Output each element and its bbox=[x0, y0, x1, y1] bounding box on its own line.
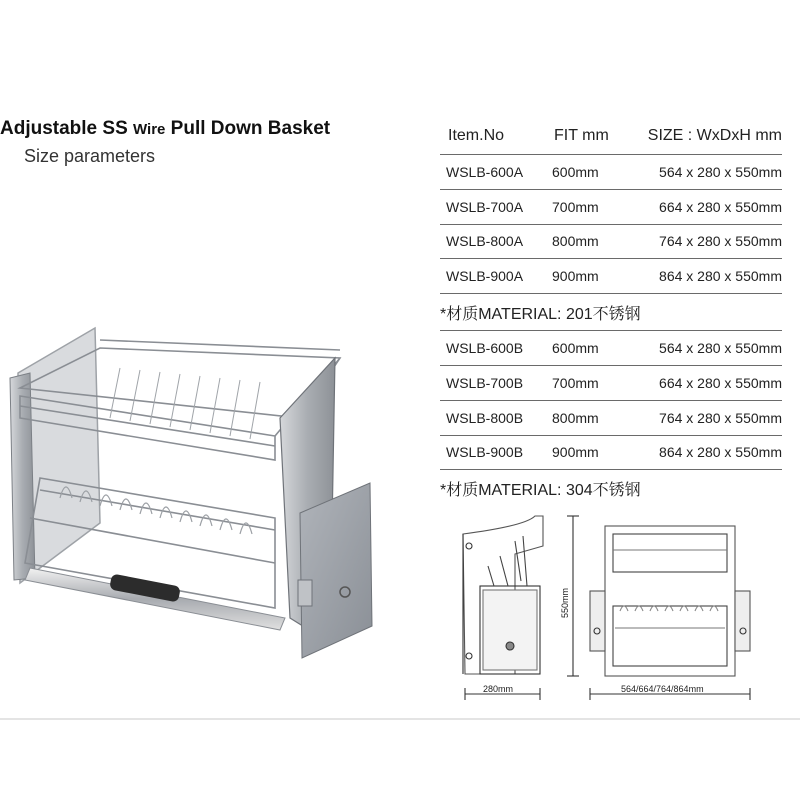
item-number: WSLB-800B bbox=[446, 409, 524, 426]
depth-dimension-label: 280mm bbox=[483, 684, 514, 694]
size-value: 664 x 280 x 550mm bbox=[659, 374, 782, 391]
table-header bbox=[440, 124, 782, 148]
table-row bbox=[440, 154, 782, 189]
fit-value: 600mm bbox=[552, 340, 599, 357]
item-number: WSLB-600A bbox=[446, 163, 524, 180]
fit-value: 600mm bbox=[552, 163, 599, 180]
spec-table bbox=[440, 124, 782, 506]
table-row bbox=[440, 189, 782, 224]
fit-value: 800mm bbox=[552, 233, 599, 250]
page-subtitle: Size parameters bbox=[24, 146, 156, 166]
size-value: 564 x 280 x 550mm bbox=[659, 340, 782, 357]
item-number: WSLB-600B bbox=[446, 340, 524, 357]
size-value: 864 x 280 x 550mm bbox=[659, 268, 782, 285]
material-note-a: *材质MATERIAL: 201不锈钢 bbox=[440, 293, 782, 330]
item-number: WSLB-700A bbox=[446, 198, 524, 215]
item-number: WSLB-900A bbox=[446, 268, 524, 285]
floor-line bbox=[0, 718, 800, 720]
fit-value: 900mm bbox=[552, 444, 599, 461]
item-number: WSLB-900B bbox=[446, 444, 524, 461]
width-dimension-label: 564/664/764/864mm bbox=[621, 684, 704, 694]
fit-value: 800mm bbox=[552, 409, 599, 426]
size-value: 764 x 280 x 550mm bbox=[659, 409, 782, 426]
fit-value: 900mm bbox=[552, 268, 599, 285]
fit-value: 700mm bbox=[552, 374, 599, 391]
item-number: WSLB-800A bbox=[446, 233, 524, 250]
table-row bbox=[440, 258, 782, 293]
table-row bbox=[440, 400, 782, 435]
column-header-size: SIZE : WxDxH mm bbox=[647, 127, 782, 144]
table-row bbox=[440, 365, 782, 400]
table-row bbox=[440, 224, 782, 259]
column-header-fit: FIT mm bbox=[554, 127, 609, 144]
size-value: 764 x 280 x 550mm bbox=[659, 233, 782, 250]
size-value: 664 x 280 x 550mm bbox=[659, 198, 782, 215]
height-dimension-label: 550mm bbox=[560, 587, 570, 618]
table-row bbox=[440, 330, 782, 365]
column-header-item: Item.No bbox=[448, 127, 505, 144]
fit-value: 700mm bbox=[552, 198, 599, 215]
page-title: Adjustable SS Wire Pull Down Basket bbox=[0, 118, 331, 139]
table-row bbox=[440, 435, 782, 470]
product-photo bbox=[0, 318, 400, 668]
size-value: 864 x 280 x 550mm bbox=[659, 444, 782, 461]
material-note-b: *材质MATERIAL: 304不锈钢 bbox=[440, 469, 782, 506]
dimension-diagram bbox=[455, 506, 785, 706]
size-value: 564 x 280 x 550mm bbox=[659, 163, 782, 180]
item-number: WSLB-700B bbox=[446, 374, 524, 391]
